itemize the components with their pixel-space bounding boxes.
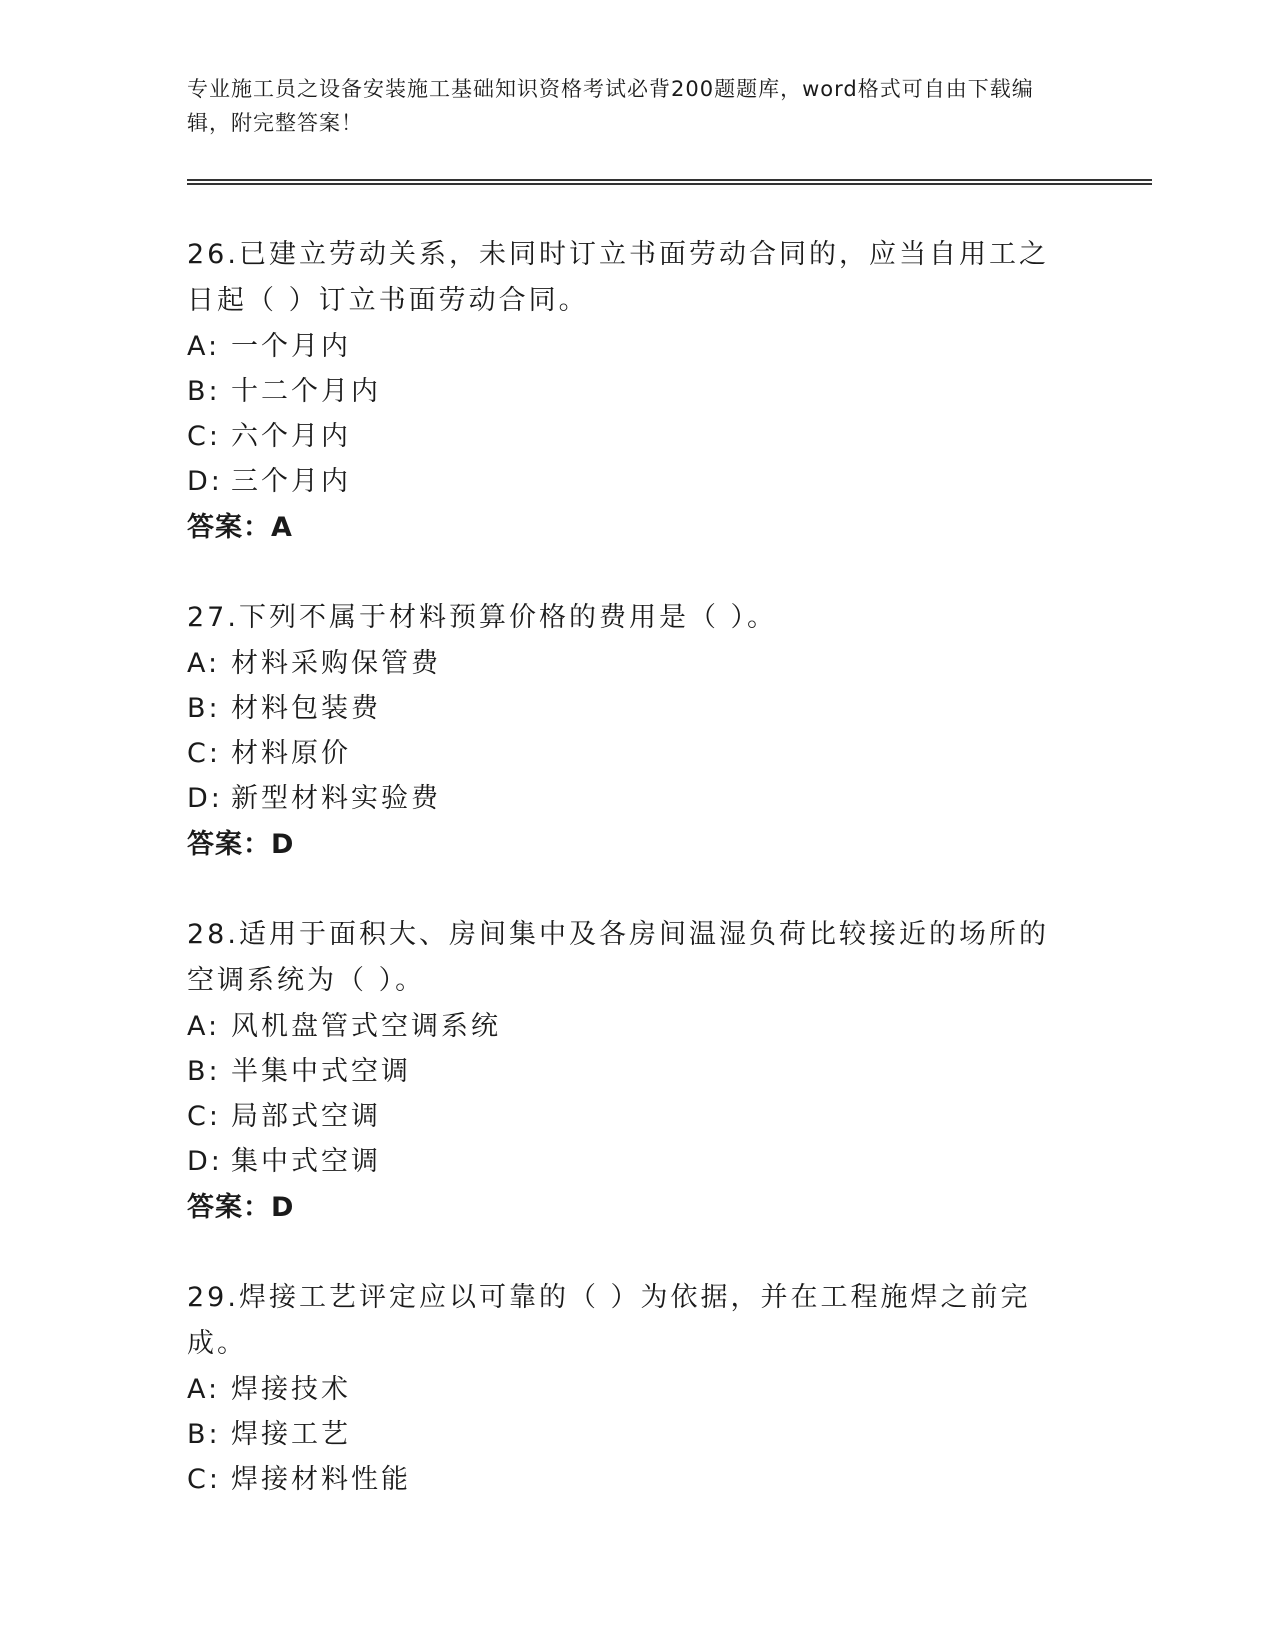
option-text: 材料采购保管费 <box>231 648 441 679</box>
option-letter: A: <box>187 1374 221 1405</box>
header-double-rule <box>187 179 1152 185</box>
option-text: 焊接工艺 <box>231 1419 351 1450</box>
option-b <box>187 686 1152 731</box>
question-28 <box>187 912 1152 1231</box>
option-text: 材料包装费 <box>231 693 381 724</box>
option-b <box>187 1412 1152 1457</box>
document-page <box>187 0 1152 1650</box>
option-text: 集中式空调 <box>231 1146 381 1177</box>
option-text: 材料原价 <box>231 738 351 769</box>
question-27 <box>187 595 1152 868</box>
option-letter: B: <box>187 376 221 407</box>
question-29 <box>187 1275 1152 1502</box>
option-a <box>187 324 1152 369</box>
option-letter: D: <box>187 466 223 497</box>
option-text: 焊接技术 <box>231 1374 351 1405</box>
answer-label: 答案： <box>187 512 271 543</box>
option-text: 六个月内 <box>231 421 351 452</box>
option-text: 局部式空调 <box>231 1101 381 1132</box>
option-letter: C: <box>187 1101 221 1132</box>
option-letter: C: <box>187 1464 221 1495</box>
option-d <box>187 459 1152 504</box>
option-letter: B: <box>187 693 221 724</box>
question-list <box>187 232 1152 1546</box>
question-26 <box>187 232 1152 551</box>
option-a <box>187 1367 1152 1412</box>
option-a <box>187 641 1152 686</box>
option-b <box>187 1049 1152 1094</box>
answer-line <box>187 1184 1152 1231</box>
option-c <box>187 1094 1152 1139</box>
option-text: 风机盘管式空调系统 <box>231 1011 501 1042</box>
option-b <box>187 369 1152 414</box>
option-d <box>187 776 1152 821</box>
option-text: 三个月内 <box>231 466 351 497</box>
option-letter: A: <box>187 1011 221 1042</box>
option-text: 焊接材料性能 <box>231 1464 411 1495</box>
document-header-title: 专业施工员之设备安装施工基础知识资格考试必背200题题库，word格式可自由下载编辑，附完整答案！ <box>187 77 1034 135</box>
option-text: 十二个月内 <box>231 376 381 407</box>
option-letter: D: <box>187 1146 223 1177</box>
option-letter: A: <box>187 331 221 362</box>
option-letter: C: <box>187 738 221 769</box>
question-stem: 27.下列不属于材料预算价格的费用是（ ）。 <box>187 602 778 633</box>
option-letter: C: <box>187 421 221 452</box>
option-letter: B: <box>187 1419 221 1450</box>
answer-line <box>187 821 1152 868</box>
option-letter: B: <box>187 1056 221 1087</box>
option-c <box>187 731 1152 776</box>
answer-value: A <box>271 512 293 543</box>
question-stem: 28.适用于面积大、房间集中及各房间温湿负荷比较接近的场所的空调系统为（ ）。 <box>187 919 1049 996</box>
option-text: 一个月内 <box>231 331 351 362</box>
option-text: 半集中式空调 <box>231 1056 411 1087</box>
question-stem: 26.已建立劳动关系，未同时订立书面劳动合同的，应当自用工之日起（ ）订立书面劳动合同。 <box>187 239 1049 316</box>
option-letter: D: <box>187 783 223 814</box>
option-c <box>187 1457 1152 1502</box>
answer-value: D <box>271 829 295 860</box>
answer-line <box>187 504 1152 551</box>
option-letter: A: <box>187 648 221 679</box>
option-d <box>187 1139 1152 1184</box>
answer-label: 答案： <box>187 1192 271 1223</box>
answer-label: 答案： <box>187 829 271 860</box>
question-stem: 29.焊接工艺评定应以可靠的（ ）为依据，并在工程施焊之前完成。 <box>187 1282 1031 1359</box>
option-c <box>187 414 1152 459</box>
answer-value: D <box>271 1192 295 1223</box>
option-a <box>187 1004 1152 1049</box>
option-text: 新型材料实验费 <box>231 783 441 814</box>
